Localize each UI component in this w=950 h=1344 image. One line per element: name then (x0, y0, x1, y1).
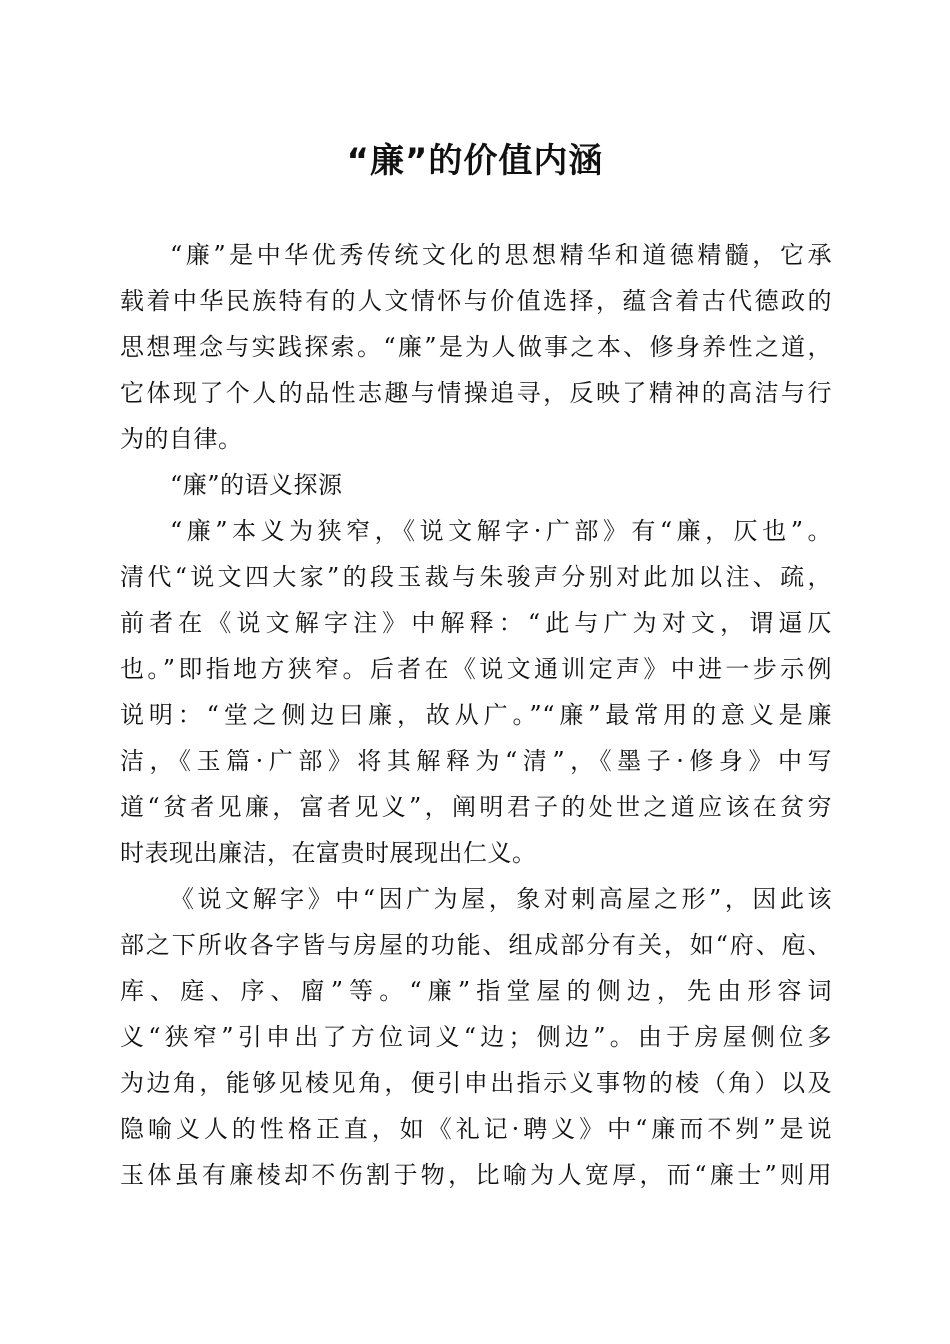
paragraph-line: 库、庭、序、廇”等。“廉”指堂屋的侧边，先由形容词 (120, 977, 832, 1005)
paragraph-line: 思想理念与实践探索。“廉”是为人做事之本、修身养性之道， (120, 333, 832, 361)
paragraph-line: 义“狭窄”引申出了方位词义“边；侧边”。由于房屋侧位多 (120, 1023, 832, 1051)
paragraph-line: 前者在《说文解字注》中解释：“此与广为对文，谓逼仄 (120, 609, 832, 637)
paragraph-line: 也。”即指地方狭窄。后者在《说文通训定声》中进一步示例 (120, 655, 832, 683)
paragraph-line: 隐喻义人的性格正直，如《礼记·聘义》中“廉而不刿”是说 (120, 1115, 832, 1143)
paragraph-line: 为的自律。 (120, 425, 243, 453)
paragraph-line: 清代“说文四大家”的段玉裁与朱骏声分别对此加以注、疏， (120, 563, 832, 591)
paragraph-line: “廉”本义为狭窄，《说文解字·广部》有“廉，仄也”。 (170, 517, 832, 545)
paragraph-line: 洁，《玉篇·广部》将其解释为“清”，《墨子·修身》中写 (120, 747, 832, 775)
paragraph-line: 《说文解字》中“因广为屋，象对剌高屋之形”，因此该 (170, 885, 832, 913)
paragraph-line: “廉”是中华优秀传统文化的思想精华和道德精髓，它承 (170, 241, 832, 269)
document-body (120, 232, 832, 1198)
paragraph-line: 载着中华民族特有的人文情怀与价值选择，蕴含着古代德政的 (120, 287, 832, 315)
document-title: “廉”的价值内涵 (346, 141, 604, 181)
paragraph-line: 玉体虽有廉棱却不伤割于物，比喻为人宽厚，而“廉士”则用 (120, 1161, 832, 1189)
paragraph-line: 为边角，能够见棱见角，便引申出指示义事物的棱（角）以及 (120, 1069, 832, 1097)
section-heading: “廉”的语义探源 (170, 471, 343, 499)
paragraph-line: 道“贫者见廉，富者见义”，阐明君子的处世之道应该在贫穷 (120, 793, 832, 821)
paragraph-line: 时表现出廉洁，在富贵时展现出仁义。 (120, 839, 537, 867)
paragraph-line: 部之下所收各字皆与房屋的功能、组成部分有关，如“府、庖、 (120, 931, 832, 959)
paragraph-line: 说明：“堂之侧边曰廉，故从广。”“廉”最常用的意义是廉 (120, 701, 832, 729)
paragraph-line: 它体现了个人的品性志趣与情操追寻，反映了精神的高洁与行 (120, 379, 832, 407)
